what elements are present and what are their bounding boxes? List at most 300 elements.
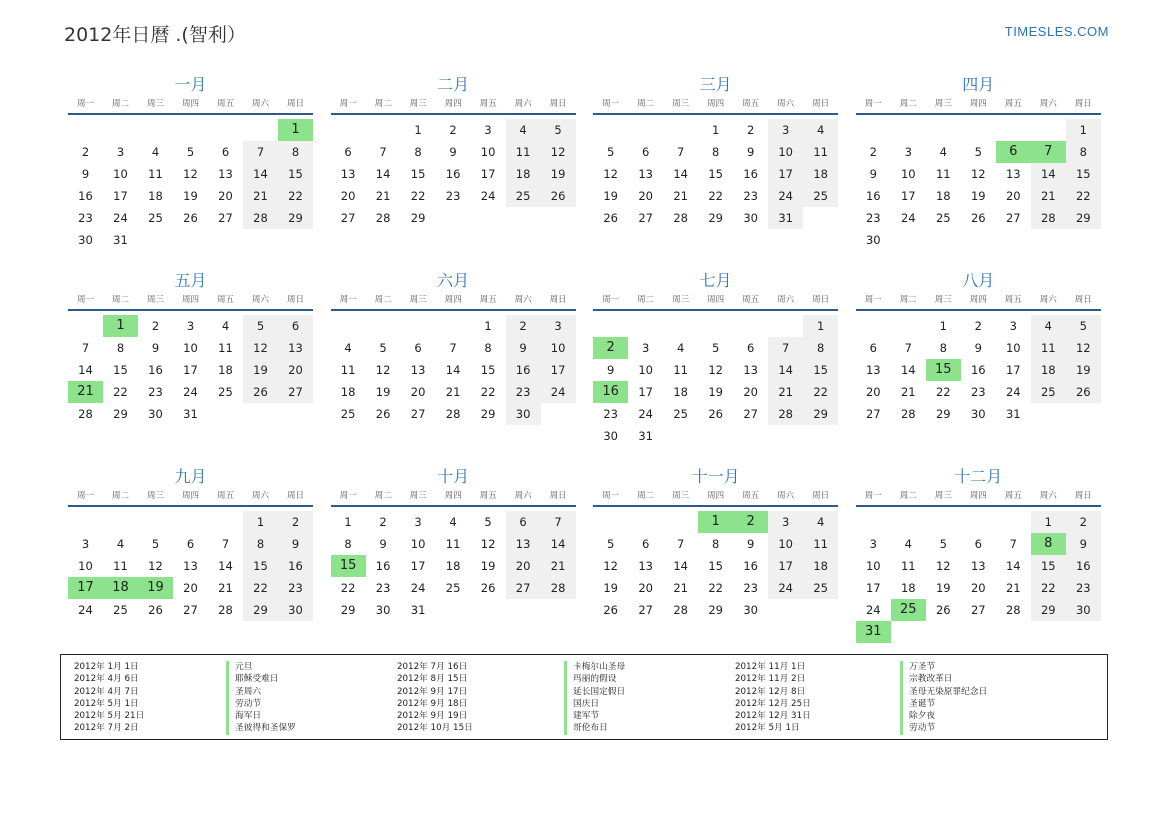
day-cell: 31 bbox=[410, 603, 426, 617]
holiday-day-cell: 6 bbox=[996, 141, 1031, 163]
day-cell: 23 bbox=[375, 581, 391, 595]
empty-cell bbox=[593, 315, 628, 337]
day-cell: 20 bbox=[638, 189, 653, 203]
day-cell: 23 bbox=[148, 385, 163, 399]
day-cell: 8 bbox=[484, 341, 492, 355]
day-cell: 21 bbox=[541, 555, 576, 577]
weekday-label: 周五 bbox=[1004, 491, 1022, 501]
weekday-label: 周五 bbox=[216, 295, 234, 305]
weekday-label: 周六 bbox=[777, 99, 795, 109]
weekday-label: 周二 bbox=[899, 99, 917, 109]
weekday-label: 周四 bbox=[969, 99, 987, 109]
weekday-label: 周四 bbox=[707, 491, 725, 501]
day-cell: 11 bbox=[673, 363, 688, 377]
weekday-label: 周三 bbox=[934, 99, 952, 109]
weekday-label: 周二 bbox=[637, 99, 655, 109]
day-cell: 16 bbox=[865, 189, 881, 203]
day-cell: 17 bbox=[1005, 363, 1021, 377]
day-cell: 22 bbox=[480, 385, 496, 399]
holiday-day-cell: 15 bbox=[331, 555, 366, 577]
day-cell: 14 bbox=[768, 359, 803, 381]
weekday-label: 周三 bbox=[934, 295, 952, 305]
day-cell: 6 bbox=[186, 537, 195, 551]
day-cell: 12 bbox=[480, 537, 496, 551]
month-calendar bbox=[68, 74, 313, 260]
weekday-label: 周二 bbox=[637, 295, 655, 305]
weekday-label: 周二 bbox=[637, 491, 655, 501]
weekday-label: 周六 bbox=[1039, 99, 1057, 109]
day-cell: 9 bbox=[449, 145, 457, 159]
holiday-name-column bbox=[564, 661, 625, 735]
day-cell: 28 bbox=[1031, 207, 1066, 229]
holiday-name: 万圣节 bbox=[900, 661, 987, 673]
month-calendar bbox=[68, 270, 313, 456]
weekday-header bbox=[856, 96, 1101, 115]
empty-cell bbox=[593, 119, 628, 141]
day-cell: 14 bbox=[78, 363, 93, 377]
holiday-name: 玛丽的假设 bbox=[564, 673, 625, 685]
day-cell: 7 bbox=[1009, 537, 1017, 551]
day-cell: 30 bbox=[148, 407, 163, 421]
weekday-label: 周三 bbox=[146, 491, 164, 501]
day-cell: 30 bbox=[506, 403, 541, 425]
day-cell: 10 bbox=[183, 341, 198, 355]
weekday-label: 周六 bbox=[251, 295, 269, 305]
weekday-label: 周二 bbox=[111, 99, 129, 109]
month-calendar bbox=[856, 74, 1101, 260]
holiday-name: 宗教改革日 bbox=[900, 673, 987, 685]
day-cell: 4 bbox=[344, 341, 352, 355]
weekday-label: 周六 bbox=[777, 295, 795, 305]
day-cell: 5 bbox=[186, 145, 195, 159]
day-cell: 21 bbox=[673, 189, 688, 203]
day-cell: 8 bbox=[712, 537, 720, 551]
day-cell: 25 bbox=[506, 185, 541, 207]
day-cell: 16 bbox=[278, 555, 313, 577]
day-cell: 3 bbox=[1009, 319, 1017, 333]
weekday-label: 周日 bbox=[549, 491, 567, 501]
day-cell: 10 bbox=[541, 337, 576, 359]
day-cell: 2 bbox=[1066, 511, 1101, 533]
weekday-label: 周二 bbox=[374, 491, 392, 501]
day-cell: 4 bbox=[904, 537, 912, 551]
day-cell: 22 bbox=[113, 385, 128, 399]
day-cell: 23 bbox=[865, 211, 881, 225]
day-grid bbox=[856, 511, 1101, 643]
weekday-label: 周二 bbox=[111, 295, 129, 305]
empty-cell bbox=[856, 119, 891, 141]
day-cell: 8 bbox=[278, 141, 313, 163]
day-cell: 30 bbox=[1066, 599, 1101, 621]
holiday-date-column bbox=[735, 661, 811, 735]
empty-cell bbox=[996, 119, 1031, 141]
day-cell: 28 bbox=[900, 407, 916, 421]
day-cell: 8 bbox=[116, 341, 125, 355]
day-cell: 12 bbox=[183, 167, 198, 181]
day-grid bbox=[856, 119, 1101, 251]
day-cell: 18 bbox=[218, 363, 233, 377]
day-cell: 22 bbox=[243, 577, 278, 599]
day-cell: 19 bbox=[375, 385, 391, 399]
weekday-label: 周六 bbox=[251, 491, 269, 501]
holiday-name: 国庆日 bbox=[564, 698, 625, 710]
holiday-day-cell: 16 bbox=[593, 381, 628, 403]
day-cell: 9 bbox=[747, 145, 755, 159]
day-grid bbox=[68, 119, 313, 251]
day-cell: 16 bbox=[78, 189, 93, 203]
day-cell: 2 bbox=[151, 319, 160, 333]
day-cell: 10 bbox=[865, 559, 881, 573]
weekday-label: 周日 bbox=[812, 295, 830, 305]
day-cell: 5 bbox=[607, 537, 615, 551]
day-cell: 27 bbox=[638, 211, 653, 225]
weekday-label: 周一 bbox=[76, 295, 94, 305]
day-cell: 4 bbox=[449, 515, 457, 529]
day-cell: 8 bbox=[344, 537, 352, 551]
month-calendar bbox=[68, 466, 313, 652]
weekday-label: 周五 bbox=[479, 295, 497, 305]
day-grid bbox=[331, 511, 576, 621]
day-cell: 23 bbox=[445, 189, 461, 203]
month-name: 二月 bbox=[437, 75, 470, 94]
day-cell: 1 bbox=[712, 123, 720, 137]
day-cell: 12 bbox=[708, 363, 723, 377]
holiday-date-column bbox=[74, 661, 144, 735]
day-cell: 4 bbox=[939, 145, 947, 159]
holiday-date: 2012年 12月 31日 bbox=[735, 711, 811, 722]
month-calendar bbox=[856, 466, 1101, 652]
holiday-date-column bbox=[397, 661, 473, 735]
day-cell: 28 bbox=[673, 211, 688, 225]
weekday-header bbox=[856, 292, 1101, 311]
day-cell: 23 bbox=[743, 581, 758, 595]
day-cell: 16 bbox=[445, 167, 461, 181]
empty-cell bbox=[243, 119, 278, 141]
day-cell: 21 bbox=[673, 581, 688, 595]
day-cell: 10 bbox=[900, 167, 916, 181]
holiday-day-cell: 7 bbox=[1031, 141, 1066, 163]
month-name: 十月 bbox=[437, 467, 470, 486]
weekday-header bbox=[331, 488, 576, 507]
empty-cell bbox=[733, 315, 768, 337]
day-cell: 18 bbox=[340, 385, 356, 399]
day-cell: 28 bbox=[1005, 603, 1021, 617]
weekday-label: 周四 bbox=[181, 491, 199, 501]
empty-cell bbox=[173, 119, 208, 141]
weekday-label: 周六 bbox=[1039, 491, 1057, 501]
day-cell: 24 bbox=[900, 211, 916, 225]
holiday-date: 2012年 7月 16日 bbox=[397, 662, 468, 672]
day-cell: 1 bbox=[939, 319, 947, 333]
day-cell: 22 bbox=[278, 185, 313, 207]
weekday-label: 周四 bbox=[181, 99, 199, 109]
day-cell: 27 bbox=[970, 603, 986, 617]
day-cell: 3 bbox=[186, 319, 195, 333]
day-cell: 9 bbox=[81, 167, 90, 181]
day-cell: 6 bbox=[506, 511, 541, 533]
day-cell: 10 bbox=[768, 533, 803, 555]
month-name: 四月 bbox=[962, 75, 995, 94]
day-cell: 14 bbox=[673, 559, 688, 573]
holiday-name: 圣周六 bbox=[226, 686, 296, 698]
empty-cell bbox=[628, 511, 663, 533]
day-cell: 8 bbox=[1066, 141, 1101, 163]
holiday-day-cell: 19 bbox=[138, 577, 173, 599]
empty-cell bbox=[103, 119, 138, 141]
day-cell: 1 bbox=[484, 319, 492, 333]
holiday-date: 2012年 4月 7日 bbox=[74, 686, 139, 697]
day-cell: 25 bbox=[445, 581, 461, 595]
day-cell: 4 bbox=[1031, 315, 1066, 337]
holiday-date: 2012年 5月 21日 bbox=[74, 711, 145, 722]
day-cell: 3 bbox=[642, 341, 650, 355]
day-cell: 6 bbox=[642, 145, 650, 159]
day-cell: 5 bbox=[974, 145, 982, 159]
day-cell: 5 bbox=[939, 537, 947, 551]
weekday-label: 周一 bbox=[339, 295, 357, 305]
day-cell: 10 bbox=[768, 141, 803, 163]
day-cell: 20 bbox=[970, 581, 986, 595]
day-cell: 14 bbox=[1005, 559, 1021, 573]
day-cell: 12 bbox=[375, 363, 391, 377]
day-cell: 26 bbox=[183, 211, 198, 225]
holiday-day-cell: 17 bbox=[68, 577, 103, 599]
day-cell: 6 bbox=[642, 537, 650, 551]
day-cell: 15 bbox=[708, 167, 723, 181]
day-cell: 20 bbox=[340, 189, 356, 203]
day-cell: 17 bbox=[900, 189, 916, 203]
weekday-label: 周四 bbox=[181, 295, 199, 305]
day-cell: 11 bbox=[803, 141, 838, 163]
day-cell: 6 bbox=[974, 537, 982, 551]
day-cell: 14 bbox=[541, 533, 576, 555]
day-cell: 6 bbox=[221, 145, 230, 159]
month-name: 五月 bbox=[174, 271, 207, 290]
weekday-label: 周四 bbox=[707, 99, 725, 109]
empty-cell bbox=[366, 315, 401, 337]
weekday-label: 周四 bbox=[444, 295, 462, 305]
day-cell: 21 bbox=[218, 581, 233, 595]
day-cell: 7 bbox=[541, 511, 576, 533]
day-cell: 17 bbox=[480, 167, 496, 181]
weekday-label: 周日 bbox=[286, 99, 304, 109]
weekday-label: 周三 bbox=[409, 295, 427, 305]
day-cell: 29 bbox=[278, 207, 313, 229]
day-cell: 11 bbox=[148, 167, 163, 181]
day-cell: 17 bbox=[865, 581, 881, 595]
weekday-label: 周日 bbox=[812, 491, 830, 501]
day-cell: 10 bbox=[1005, 341, 1021, 355]
day-cell: 30 bbox=[278, 599, 313, 621]
day-cell: 22 bbox=[935, 385, 951, 399]
day-cell: 9 bbox=[869, 167, 877, 181]
weekday-label: 周四 bbox=[444, 99, 462, 109]
holiday-list bbox=[60, 654, 1108, 740]
day-cell: 25 bbox=[803, 577, 838, 599]
month-calendar bbox=[331, 74, 576, 260]
day-cell: 13 bbox=[638, 559, 653, 573]
day-cell: 22 bbox=[410, 189, 426, 203]
empty-cell bbox=[1031, 119, 1066, 141]
holiday-date: 2012年 9月 17日 bbox=[397, 686, 468, 697]
weekday-label: 周六 bbox=[514, 99, 532, 109]
empty-cell bbox=[698, 315, 733, 337]
day-cell: 1 bbox=[1031, 511, 1066, 533]
weekday-label: 周五 bbox=[216, 99, 234, 109]
day-cell: 20 bbox=[410, 385, 426, 399]
empty-cell bbox=[138, 119, 173, 141]
day-cell: 9 bbox=[506, 337, 541, 359]
day-cell: 2 bbox=[869, 145, 877, 159]
day-cell: 5 bbox=[1066, 315, 1101, 337]
empty-cell bbox=[961, 511, 996, 533]
day-cell: 20 bbox=[506, 555, 541, 577]
day-cell: 10 bbox=[113, 167, 128, 181]
site-link[interactable]: TIMESLES.COM bbox=[1004, 24, 1109, 39]
day-cell: 5 bbox=[484, 515, 492, 529]
holiday-day-cell: 2 bbox=[593, 337, 628, 359]
holiday-day-cell: 1 bbox=[278, 119, 313, 141]
day-cell: 29 bbox=[243, 599, 278, 621]
day-cell: 3 bbox=[414, 515, 422, 529]
day-cell: 2 bbox=[747, 123, 755, 137]
empty-cell bbox=[663, 315, 698, 337]
holiday-day-cell: 2 bbox=[733, 511, 768, 533]
day-cell: 3 bbox=[541, 315, 576, 337]
day-cell: 14 bbox=[445, 363, 461, 377]
weekday-label: 周五 bbox=[742, 99, 760, 109]
weekday-label: 周一 bbox=[602, 491, 620, 501]
holiday-date: 2012年 11月 1日 bbox=[735, 662, 806, 672]
day-cell: 28 bbox=[375, 211, 391, 225]
day-cell: 25 bbox=[340, 407, 356, 421]
day-cell: 17 bbox=[768, 163, 803, 185]
day-cell: 26 bbox=[708, 407, 723, 421]
day-cell: 15 bbox=[113, 363, 128, 377]
day-cell: 2 bbox=[379, 515, 387, 529]
month-name: 六月 bbox=[437, 271, 470, 290]
day-cell: 13 bbox=[278, 337, 313, 359]
day-cell: 9 bbox=[1066, 533, 1101, 555]
day-cell: 13 bbox=[340, 167, 356, 181]
day-cell: 27 bbox=[218, 211, 233, 225]
day-grid bbox=[856, 315, 1101, 425]
day-cell: 20 bbox=[218, 189, 233, 203]
day-cell: 18 bbox=[900, 581, 916, 595]
day-cell: 9 bbox=[747, 537, 755, 551]
day-cell: 24 bbox=[638, 407, 653, 421]
empty-cell bbox=[891, 511, 926, 533]
day-cell: 7 bbox=[904, 341, 912, 355]
day-cell: 7 bbox=[243, 141, 278, 163]
day-cell: 7 bbox=[768, 337, 803, 359]
day-cell: 11 bbox=[1031, 337, 1066, 359]
day-cell: 1 bbox=[344, 515, 352, 529]
holiday-date: 2012年 12月 25日 bbox=[735, 698, 811, 709]
day-cell: 29 bbox=[410, 211, 426, 225]
holiday-day-cell: 18 bbox=[103, 577, 138, 599]
month-calendar bbox=[593, 466, 838, 652]
day-cell: 3 bbox=[484, 123, 492, 137]
empty-cell bbox=[68, 119, 103, 141]
weekday-header bbox=[593, 96, 838, 115]
holiday-date: 2012年 5月 1日 bbox=[735, 723, 800, 734]
day-cell: 2 bbox=[278, 511, 313, 533]
day-cell: 15 bbox=[278, 163, 313, 185]
weekday-label: 周六 bbox=[251, 99, 269, 109]
day-cell: 11 bbox=[340, 363, 356, 377]
weekday-label: 周五 bbox=[1004, 295, 1022, 305]
weekday-label: 周日 bbox=[1074, 99, 1092, 109]
day-cell: 24 bbox=[113, 211, 128, 225]
empty-cell bbox=[103, 511, 138, 533]
weekday-label: 周四 bbox=[444, 491, 462, 501]
day-cell: 2 bbox=[506, 315, 541, 337]
day-cell: 24 bbox=[78, 603, 93, 617]
weekday-label: 周日 bbox=[1074, 491, 1092, 501]
empty-cell bbox=[926, 119, 961, 141]
day-cell: 21 bbox=[1031, 185, 1066, 207]
month-name: 十二月 bbox=[954, 467, 1003, 486]
day-cell: 18 bbox=[148, 189, 163, 203]
day-cell: 19 bbox=[603, 189, 618, 203]
day-cell: 21 bbox=[768, 381, 803, 403]
day-cell: 22 bbox=[340, 581, 356, 595]
day-cell: 6 bbox=[278, 315, 313, 337]
empty-cell bbox=[208, 119, 243, 141]
day-cell: 13 bbox=[743, 363, 758, 377]
day-cell: 17 bbox=[183, 363, 198, 377]
day-cell: 18 bbox=[935, 189, 951, 203]
day-cell: 16 bbox=[743, 559, 758, 573]
day-cell: 7 bbox=[81, 341, 90, 355]
day-cell: 15 bbox=[243, 555, 278, 577]
day-cell: 23 bbox=[1066, 577, 1101, 599]
empty-cell bbox=[663, 119, 698, 141]
weekday-label: 周三 bbox=[934, 491, 952, 501]
day-cell: 15 bbox=[708, 559, 723, 573]
day-cell: 7 bbox=[677, 537, 685, 551]
day-cell: 5 bbox=[607, 145, 615, 159]
weekday-label: 周五 bbox=[216, 491, 234, 501]
holiday-name: 哥伦布日 bbox=[564, 722, 625, 734]
weekday-label: 周五 bbox=[742, 295, 760, 305]
day-cell: 3 bbox=[904, 145, 912, 159]
month-calendar bbox=[593, 270, 838, 456]
day-cell: 24 bbox=[410, 581, 426, 595]
day-cell: 7 bbox=[449, 341, 457, 355]
day-cell: 21 bbox=[375, 189, 391, 203]
day-cell: 17 bbox=[410, 559, 426, 573]
day-cell: 4 bbox=[506, 119, 541, 141]
day-cell: 24 bbox=[183, 385, 198, 399]
holiday-name: 卡梅尔山圣母 bbox=[564, 661, 625, 673]
day-cell: 20 bbox=[743, 385, 758, 399]
weekday-label: 周一 bbox=[76, 491, 94, 501]
day-cell: 2 bbox=[81, 145, 90, 159]
empty-cell bbox=[401, 315, 436, 337]
day-cell: 21 bbox=[445, 385, 461, 399]
weekday-label: 周五 bbox=[479, 99, 497, 109]
day-cell: 3 bbox=[81, 537, 90, 551]
day-cell: 9 bbox=[607, 363, 615, 377]
day-cell: 25 bbox=[148, 211, 163, 225]
day-cell: 13 bbox=[506, 533, 541, 555]
weekday-label: 周三 bbox=[672, 99, 690, 109]
weekday-label: 周日 bbox=[812, 99, 830, 109]
holiday-name-column bbox=[226, 661, 296, 735]
day-cell: 12 bbox=[1066, 337, 1101, 359]
